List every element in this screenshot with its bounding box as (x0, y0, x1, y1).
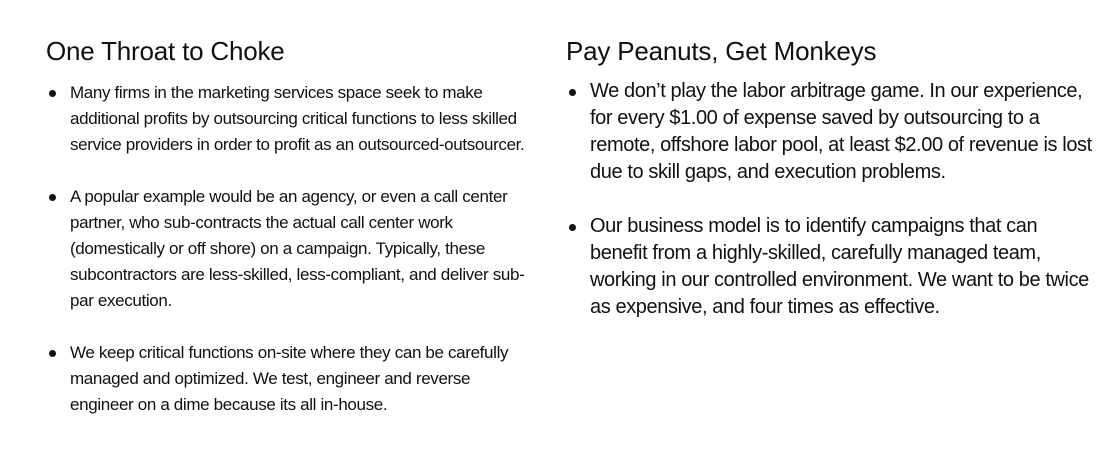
left-bullet-list (46, 80, 536, 418)
left-bullet-3: We keep critical functions on-site where they can be carefully managed and optimized. We test, engineer and reverse engineer on a dime because its all in-house. (46, 340, 536, 418)
right-bullet-list (566, 78, 1096, 321)
right-bullet-1: We don’t play the labor arbitrage game. In our experience, for every $1.00 of expense saved by outsourcing to a remote, offshore labor pool, at least $2.00 of revenue is lost due to skill gaps, and execution problems. (566, 78, 1096, 186)
right-column (566, 34, 1096, 348)
right-heading: Pay Peanuts, Get Monkeys (566, 36, 877, 66)
right-bullet-2: Our business model is to identify campaigns that can benefit from a highly-skilled, carefully managed team, working in our controlled environment. We want to be twice as expensive, and four times as effective. (566, 213, 1096, 321)
left-column (46, 34, 536, 444)
left-bullet-1: Many firms in the marketing services space seek to make additional profits by outsourcing critical functions to less skilled service providers in order to profit as an outsourced-outsourcer. (46, 80, 536, 158)
left-heading: One Throat to Choke (46, 36, 285, 66)
left-bullet-2: A popular example would be an agency, or even a call center partner, who sub-contracts the actual call center work (domestically or off shore) on a campaign. Typically, these subcontractors are less-skilled, less-compliant, and deliver sub-par execution. (46, 184, 536, 314)
